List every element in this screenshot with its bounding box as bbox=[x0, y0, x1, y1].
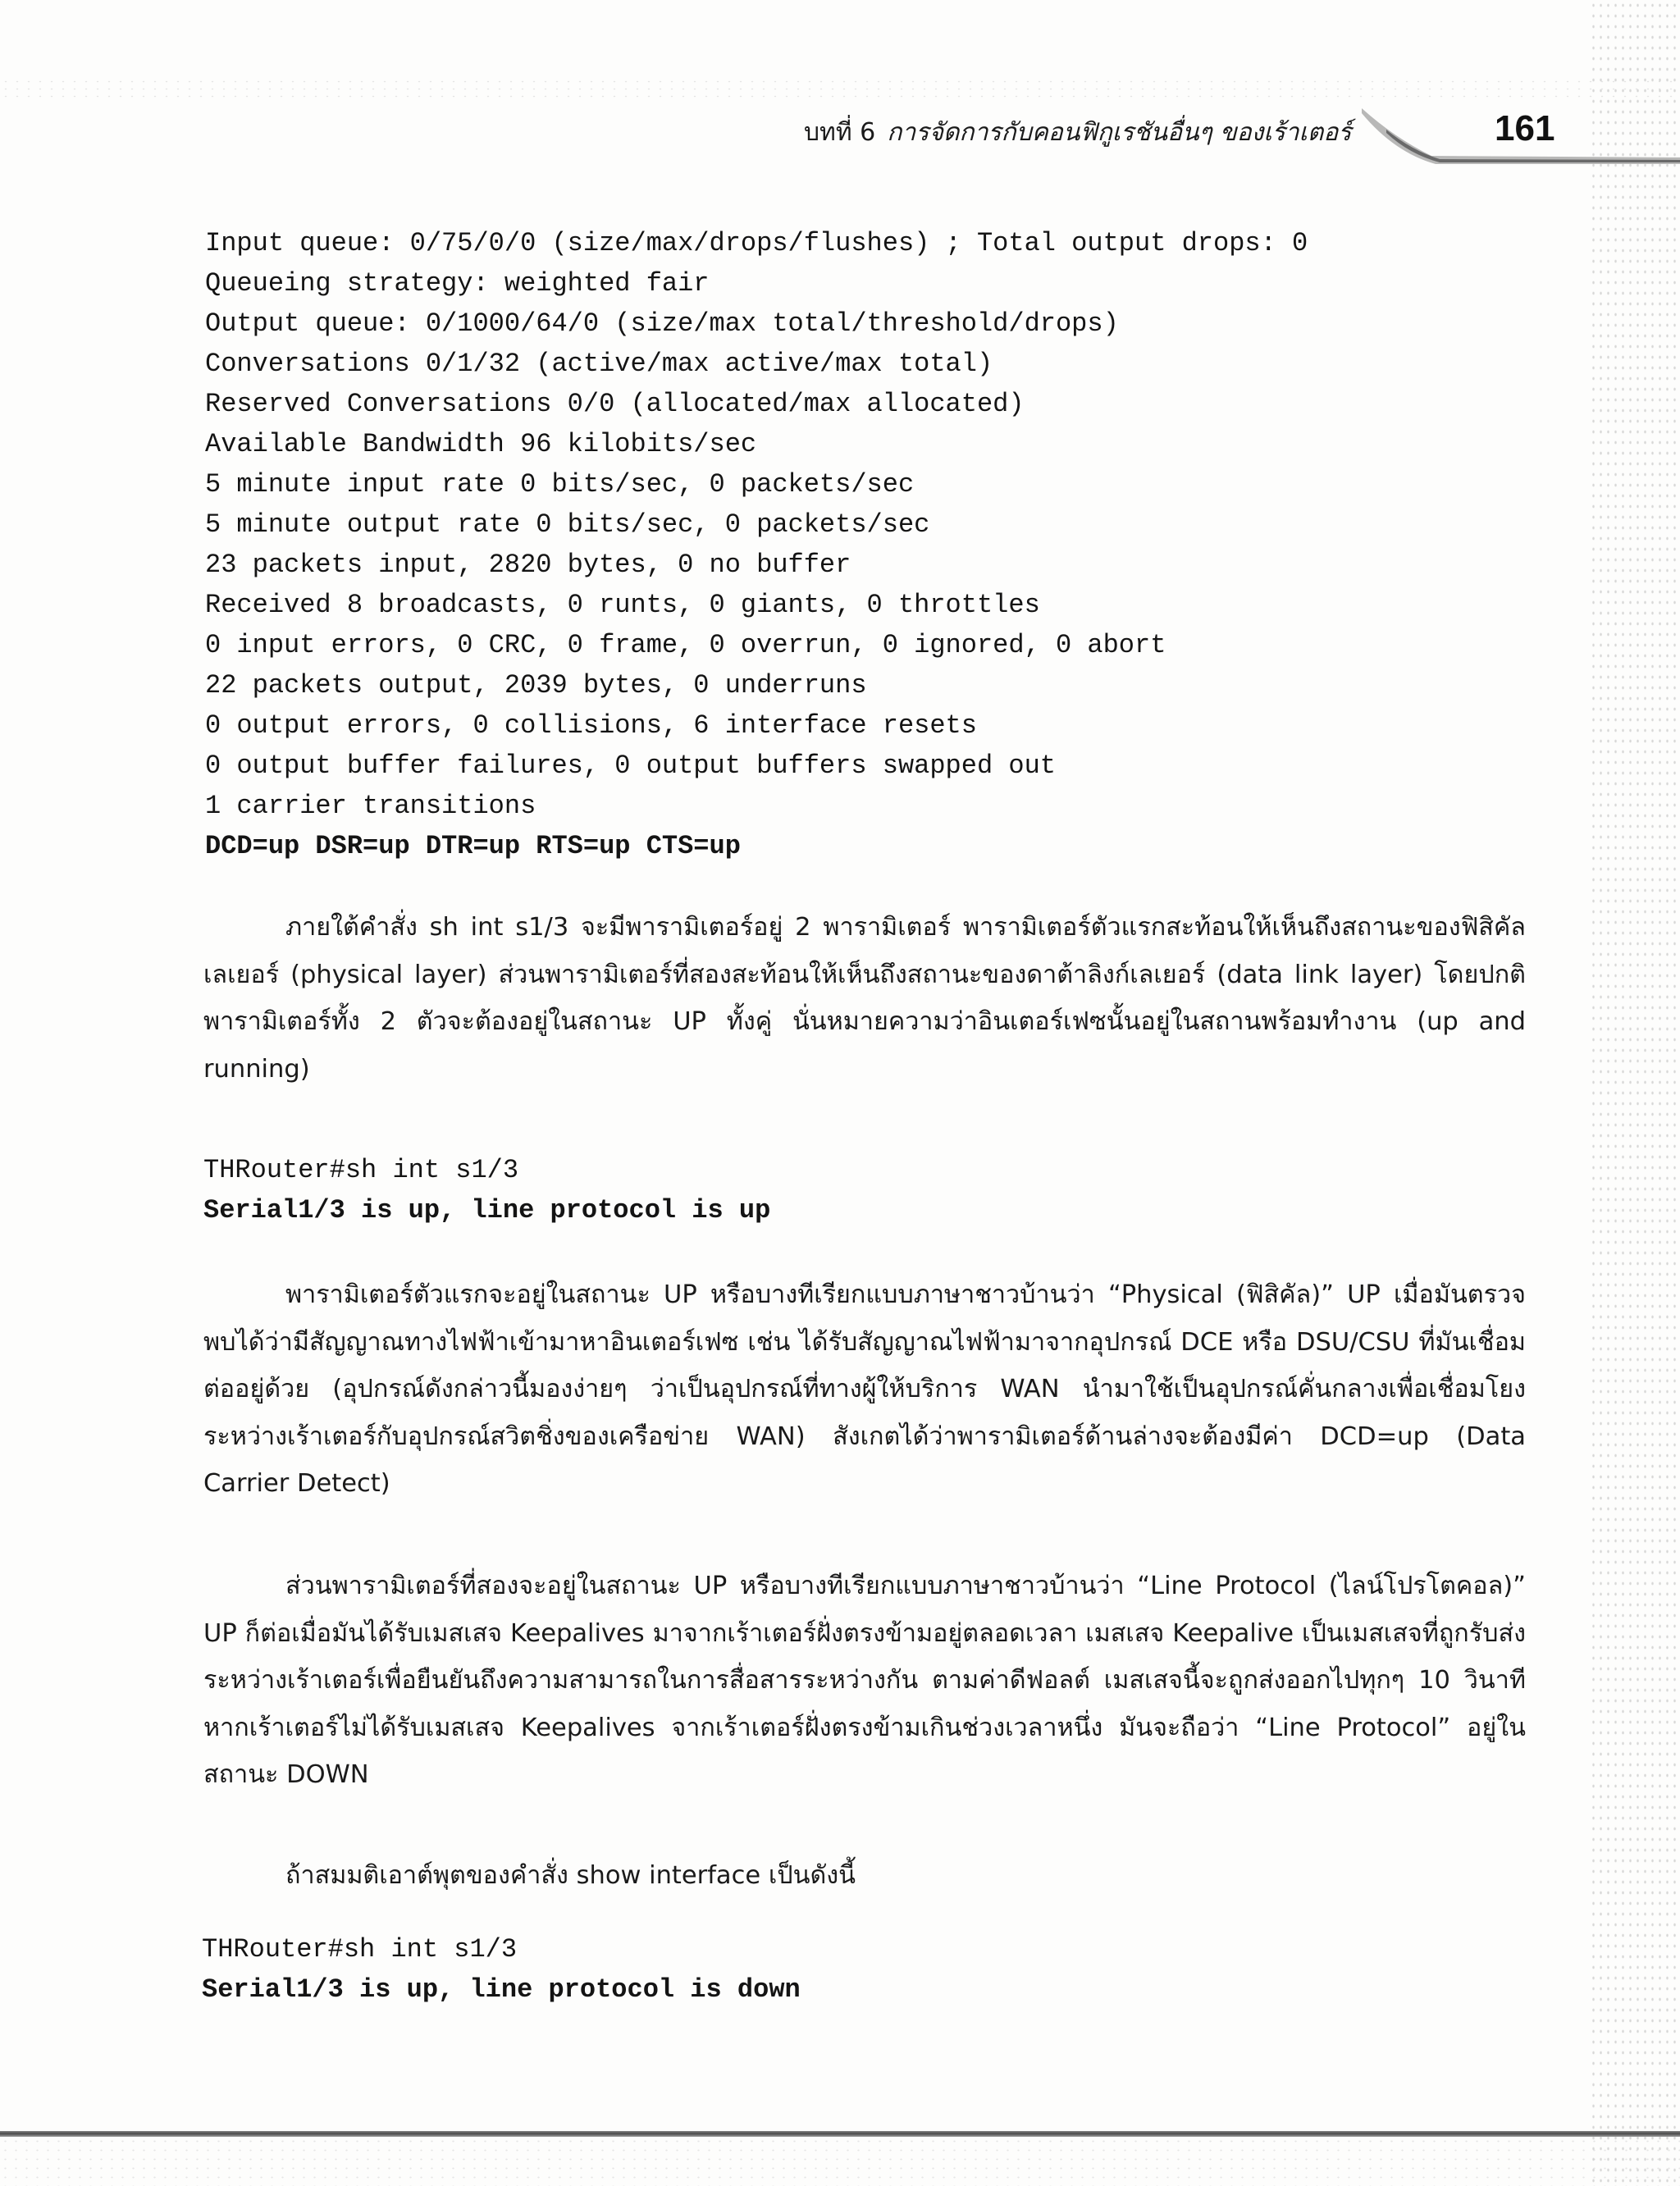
code-line: 1 carrier transitions bbox=[205, 791, 536, 821]
paragraph-parameters-intro: ภายใต้คำสั่ง sh int s1/3 จะมีพารามิเตอร์อยู่ 2 พารามิเตอร์ พารามิเตอร์ตัวแรกสะท้อนให้เห็นถึงสถานะของฟิสิคัลเลเยอร์ (physical layer) ส่วนพารามิเตอร์ที่สองสะท้อนให้เห็นถึงสถานะของดาต้าลิงก์เลเยอร์ (data link layer) โดยปกติ พารามิเตอร์ทั้ง 2 ตัวจะต้องอยู่ในสถานะ UP ทั้งคู่ นั่นหมายความว่าอินเตอร์เฟซนั้นอยู่ในสถานพร้อมทำงาน (up and running) bbox=[203, 913, 1526, 1084]
code-line: Available Bandwidth 96 kilobits/sec bbox=[205, 429, 757, 459]
code-command-line: THRouter#sh int s1/3 bbox=[202, 1934, 518, 1965]
code-line: 22 packets output, 2039 bytes, 0 underruns bbox=[205, 670, 867, 701]
code-line: Received 8 broadcasts, 0 runts, 0 giants, 0 throttles bbox=[205, 590, 1040, 620]
code-line: Queueing strategy: weighted fair bbox=[205, 268, 710, 299]
code-line: 0 output errors, 0 collisions, 6 interface resets bbox=[205, 710, 977, 741]
code-command-line: THRouter#sh int s1/3 bbox=[203, 1155, 519, 1185]
bottom-rule bbox=[0, 2131, 1680, 2137]
scan-edge-speckle-top bbox=[0, 78, 1680, 98]
chapter-title: การจัดการกับคอนฟิกูเรชันอื่นๆ ของเร้าเตอร์ bbox=[887, 118, 1352, 147]
code-line: Input queue: 0/75/0/0 (size/max/drops/flushes) ; Total output drops: 0 bbox=[205, 228, 1308, 258]
code-line: 23 packets input, 2820 bytes, 0 no buffer bbox=[205, 550, 851, 580]
code-status-line: Serial1/3 is up, line protocol is down bbox=[202, 1974, 801, 2005]
code-status-line: Serial1/3 is up, line protocol is up bbox=[203, 1195, 771, 1225]
running-head bbox=[804, 113, 1351, 152]
code-line-signal-status: DCD=up DSR=up DTR=up RTS=up CTS=up bbox=[205, 831, 741, 861]
code-line: Reserved Conversations 0/0 (allocated/max allocated) bbox=[205, 389, 1025, 419]
scan-edge-speckle-right bbox=[1590, 0, 1680, 2186]
paragraph-show-interface-example: ถ้าสมมติเอาต์พุตของคำสั่ง show interface เป็นดังนี้ bbox=[285, 1861, 856, 1890]
code-line: 5 minute input rate 0 bits/sec, 0 packets/sec bbox=[205, 469, 915, 500]
code-line: Conversations 0/1/32 (active/max active/max total) bbox=[205, 349, 993, 379]
page-number: 161 bbox=[1495, 108, 1555, 148]
paragraph-line-protocol-up: ส่วนพารามิเตอร์ที่สองจะอยู่ในสถานะ UP หรือบางทีเรียกแบบภาษาชาวบ้านว่า “Line Protocol (ไลน์โปรโตคอล)” UP ก็ต่อเมื่อมันได้รับเมสเสจ Keepalives มาจากเร้าเตอร์ฝั่งตรงข้ามอยู่ตลอดเวลา เมสเสจ Keepalive เป็นเมสเสจที่ถูกรับส่งระหว่างเร้าเตอร์เพื่อยืนยันถึงความสามารถในการสื่อสารระหว่างกัน ตามค่าดีฟอลต์ เมสเสจนี้จะถูกส่งออกไปทุกๆ 10 วินาที หากเร้าเตอร์ไม่ได้รับเมสเสจ Keepalives จากเร้าเตอร์ฝั่งตรงข้ามเกินช่วงเวลาหนึ่ง มันจะถือว่า “Line Protocol” อยู่ในสถานะ DOWN bbox=[203, 1572, 1526, 1789]
show-interface-down-code-block bbox=[202, 1929, 801, 2010]
paragraph-physical-up: พารามิเตอร์ตัวแรกจะอยู่ในสถานะ UP หรือบางทีเรียกแบบภาษาชาวบ้านว่า “Physical (ฟิสิคัล)” UP เมื่อมันตรวจพบได้ว่ามีสัญญาณทางไฟฟ้าเข้ามาหาอินเตอร์เฟซ เช่น ได้รับสัญญาณไฟฟ้ามาจากอุปกรณ์ DCE หรือ DSU/CSU ที่มันเชื่อมต่ออยู่ด้วย (อุปกรณ์ดังกล่าวนี้มองง่ายๆ ว่าเป็นอุปกรณ์ที่ทางผู้ให้บริการ WAN นำมาใช้เป็นอุปกรณ์คั่นกลางเพื่อเชื่อมโยงระหว่างเร้าเตอร์กับอุปกรณ์สวิตชิ่งของเครือข่าย WAN) สังเกตได้ว่าพารามิเตอร์ด้านล่างจะต้องมีค่า DCD=up (Data Carrier Detect) bbox=[203, 1280, 1526, 1498]
code-line: 5 minute output rate 0 bits/sec, 0 packets/sec bbox=[205, 509, 930, 540]
code-line: 0 output buffer failures, 0 output buffers swapped out bbox=[205, 751, 1056, 781]
code-line: Output queue: 0/1000/64/0 (size/max total/threshold/drops) bbox=[205, 308, 1119, 339]
interface-stats-code-block bbox=[205, 223, 1308, 866]
chapter-label: บทที่ 6 bbox=[804, 118, 876, 147]
scan-edge-speckle-bottom bbox=[0, 2137, 1680, 2186]
code-line: 0 input errors, 0 CRC, 0 frame, 0 overrun, 0 ignored, 0 abort bbox=[205, 630, 1166, 660]
show-interface-up-code-block bbox=[203, 1150, 770, 1230]
